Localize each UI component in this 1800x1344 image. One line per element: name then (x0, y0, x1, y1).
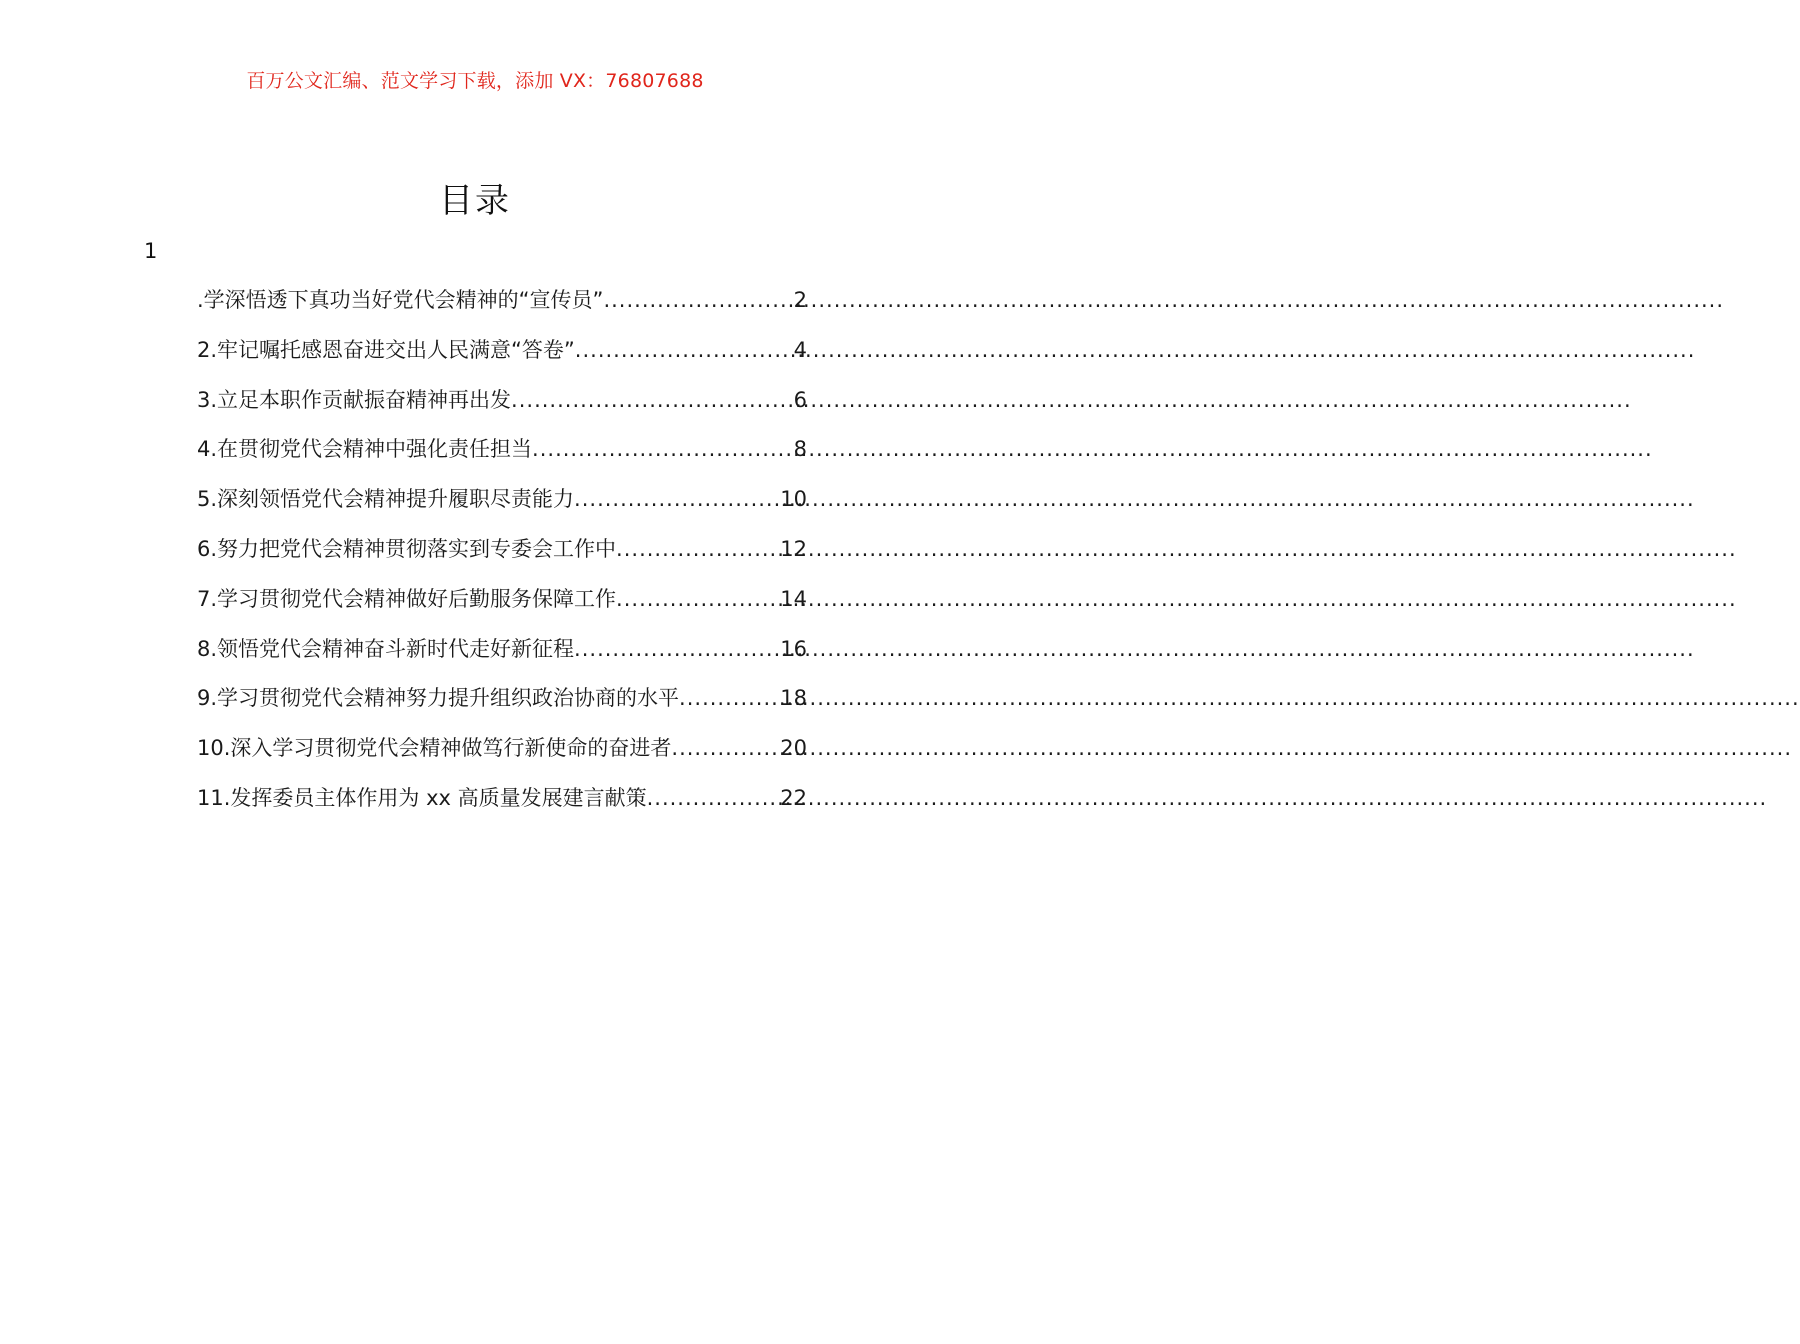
toc-entry-1[interactable] (197, 284, 807, 334)
toc-entry-title: 10.深入学习贯彻党代会精神做笃行新使命的奋进者 (197, 736, 672, 761)
toc-entry-10[interactable] (197, 732, 807, 782)
toc-entry-title: 8.领悟党代会精神奋斗新时代走好新征程 (197, 636, 575, 661)
toc-entry-page: 16 (780, 636, 807, 661)
toc-list (197, 284, 807, 832)
toc-entry-page: 4 (793, 337, 807, 362)
toc-entry-title: 11.发挥委员主体作用为 xx 高质量发展建言献策 (197, 785, 647, 810)
header-banner: 百万公文汇编、范文学习下载，添加 VX：76807688 (246, 70, 704, 92)
dot-leader (671, 732, 779, 764)
dot-leader (647, 782, 780, 814)
toc-entry-page: 18 (780, 686, 807, 711)
dot-leader (511, 384, 793, 416)
dot-leader (679, 682, 779, 714)
toc-entry-11[interactable] (197, 782, 807, 832)
toc-entry-title: 5.深刻领悟党代会精神提升履职尽责能力 (197, 487, 575, 512)
toc-entry-page: 2 (793, 288, 807, 312)
toc-entry-8[interactable] (197, 633, 807, 683)
toc-entry-2[interactable] (197, 334, 807, 384)
toc-entry-title: 9.学习贯彻党代会精神努力提升组织政治协商的水平 (197, 686, 680, 711)
toc-entry-9[interactable] (197, 682, 807, 732)
toc-entry-3[interactable] (197, 384, 807, 434)
toc-entry-page: 20 (780, 736, 807, 761)
dot-leader (603, 284, 792, 316)
toc-entry-page: 22 (780, 785, 807, 810)
toc-entry-page: 12 (780, 536, 807, 561)
toc-entry-page: 14 (780, 586, 807, 611)
toc-entry-title: 3.立足本职作贡献振奋精神再出发 (197, 387, 512, 412)
dot-leader (532, 433, 793, 465)
toc-entry-7[interactable] (197, 583, 807, 633)
toc-title: 目录 (439, 181, 511, 221)
toc-entry-4[interactable] (197, 433, 807, 483)
toc-entry-page: 10 (780, 487, 807, 512)
dot-leader (616, 533, 779, 565)
toc-entry-title: 7.学习贯彻党代会精神做好后勤服务保障工作 (197, 586, 617, 611)
toc-entry-title: .学深悟透下真功当好党代会精神的“宣传员” (197, 288, 604, 312)
toc-entry-title: 2.牢记嘱托感恩奋进交出人民满意“答卷” (197, 337, 575, 362)
toc-entry-title: 4.在贯彻党代会精神中强化责任担当 (197, 437, 533, 462)
dot-leader (574, 483, 779, 515)
toc-entry-page: 6 (793, 387, 807, 412)
dot-leader (575, 334, 793, 366)
toc-lead-number: 1 (144, 239, 158, 263)
dot-leader (616, 583, 779, 615)
dot-leader (574, 633, 779, 665)
toc-entry-6[interactable] (197, 533, 807, 583)
toc-entry-5[interactable] (197, 483, 807, 533)
toc-entry-page: 8 (793, 437, 807, 462)
toc-entry-title: 6.努力把党代会精神贯彻落实到专委会工作中 (197, 536, 617, 561)
